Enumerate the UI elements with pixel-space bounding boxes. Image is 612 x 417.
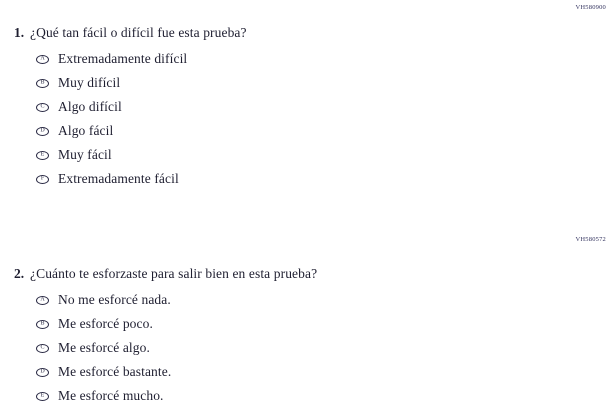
answer-bubble-icon[interactable] [36,320,49,329]
bubble-letter: D [40,368,45,375]
option-label: Algo fácil [58,123,114,138]
question-1-line [14,24,612,41]
answer-bubble-icon[interactable] [36,175,49,184]
option-label: Me esforcé poco. [58,316,153,331]
option-label: Extremadamente fácil [58,171,179,186]
question-1-option-b[interactable] [36,71,612,95]
option-label: Algo difícil [58,99,122,114]
item-code-1: VH580900 [575,4,606,11]
question-2-line [14,265,612,282]
answer-bubble-icon[interactable] [36,79,49,88]
bubble-letter: E [40,151,45,158]
question-2-text: ¿Cuánto te esforzaste para salir bien en esta prueba? [30,266,318,281]
answer-bubble-icon[interactable] [36,296,49,305]
answer-bubble-icon[interactable] [36,151,49,160]
question-1-option-f[interactable] [36,167,612,191]
question-1-options [36,47,612,191]
question-2-option-b[interactable] [36,312,612,336]
question-2-option-a[interactable] [36,288,612,312]
question-1-option-c[interactable] [36,95,612,119]
item-code-2: VH580572 [575,236,606,243]
answer-bubble-icon[interactable] [36,344,49,353]
answer-bubble-icon[interactable] [36,368,49,377]
question-2-option-c[interactable] [36,336,612,360]
option-label: Muy difícil [58,75,121,90]
answer-bubble-icon[interactable] [36,392,49,401]
bubble-letter: C [40,344,45,351]
question-2-number: 2. [14,266,25,281]
question-2 [0,265,612,408]
question-1-text: ¿Qué tan fácil o difícil fue esta prueba? [30,25,247,40]
bubble-letter: B [40,320,45,327]
bubble-letter: E [40,392,45,399]
option-label: Muy fácil [58,147,112,162]
answer-bubble-icon[interactable] [36,55,49,64]
question-1-option-d[interactable] [36,119,612,143]
bubble-letter: D [40,127,45,134]
question-2-option-d[interactable] [36,360,612,384]
bubble-letter: F [40,175,45,182]
question-2-options [36,288,612,408]
answer-bubble-icon[interactable] [36,103,49,112]
option-label: Me esforcé algo. [58,340,150,355]
question-1 [0,24,612,191]
question-1-option-e[interactable] [36,143,612,167]
option-label: No me esforcé nada. [58,292,171,307]
question-1-option-a[interactable] [36,47,612,71]
question-1-number: 1. [14,25,25,40]
bubble-letter: A [40,296,45,303]
answer-bubble-icon[interactable] [36,127,49,136]
option-label: Me esforcé bastante. [58,364,172,379]
option-label: Extremadamente difícil [58,51,188,66]
bubble-letter: C [40,103,45,110]
bubble-letter: B [40,79,45,86]
option-label: Me esforcé mucho. [58,388,164,403]
bubble-letter: A [40,55,45,62]
question-2-option-e[interactable] [36,384,612,408]
